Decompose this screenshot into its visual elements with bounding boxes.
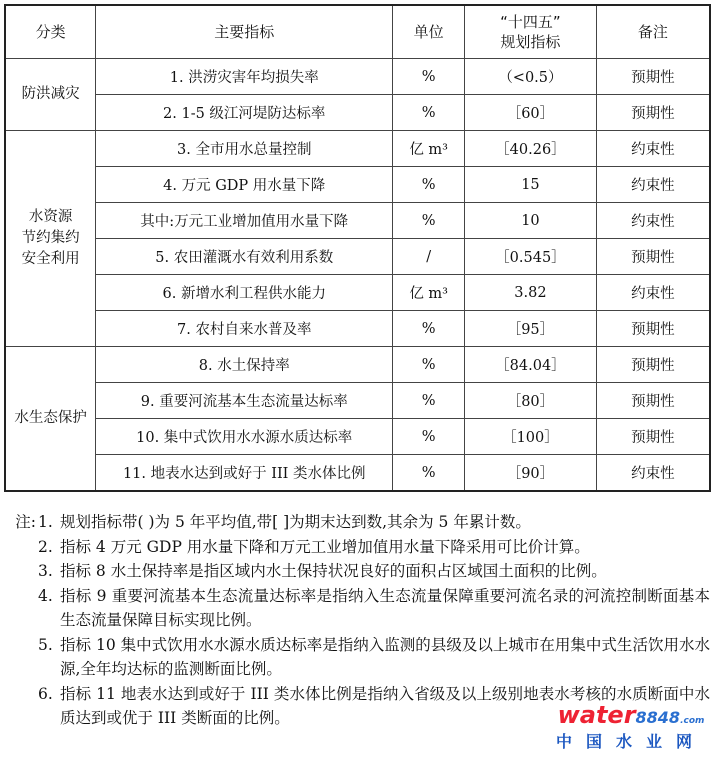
footnote-text: 指标 11 地表水达到或好于 III 类水体比例是指纳入省级及以上级别地表水考核的水质断面中水质达到或优于 III 类断面的比例。 xyxy=(60,684,710,727)
unit-cell: % xyxy=(393,59,465,95)
category-cell: 防洪减灾 xyxy=(5,59,96,131)
target-cell: 10 xyxy=(465,203,597,239)
unit-cell: % xyxy=(393,347,465,383)
footnote-prefix xyxy=(6,559,36,584)
table-row xyxy=(5,455,710,492)
indicator-cell: 3. 全市用水总量控制 xyxy=(96,131,393,167)
note-cell: 预期性 xyxy=(596,383,710,419)
table-row xyxy=(5,59,710,95)
footnotes xyxy=(6,510,710,731)
header-note: 备注 xyxy=(596,5,710,59)
table-row xyxy=(5,311,710,347)
unit-cell: % xyxy=(393,311,465,347)
note-cell: 预期性 xyxy=(596,239,710,275)
watermark-logo xyxy=(556,701,706,752)
table-row xyxy=(5,419,710,455)
footnote-item xyxy=(6,535,710,560)
table-row xyxy=(5,383,710,419)
header-indicator: 主要指标 xyxy=(96,5,393,59)
target-cell: ［40.26］ xyxy=(465,131,597,167)
footnote-prefix: 注: xyxy=(15,513,36,531)
unit-cell: 亿 m³ xyxy=(393,275,465,311)
footnote-number: 4. xyxy=(38,586,53,605)
note-cell: 约束性 xyxy=(596,203,710,239)
footnote-text: 指标 9 重要河流基本生态流量达标率是指纳入生态流量保障重要河流名录的河流控制断面基本生态流量保障目标实现比例。 xyxy=(60,586,710,629)
watermark-domain: .com xyxy=(680,716,705,726)
indicator-cell: 9. 重要河流基本生态流量达标率 xyxy=(96,383,393,419)
header-target-line2: 规划指标 xyxy=(500,33,561,51)
indicator-cell: 1. 洪涝灾害年均损失率 xyxy=(96,59,393,95)
header-category: 分类 xyxy=(5,5,96,59)
unit-cell: / xyxy=(393,239,465,275)
footnote-text: 指标 10 集中式饮用水水源水质达标率是指纳入监测的县级及以上城市在用集中式生活饮用水水源,全年均达标的监测断面比例。 xyxy=(60,635,710,678)
category-cell: 水资源 节约集约 安全利用 xyxy=(5,131,96,347)
unit-cell: % xyxy=(393,167,465,203)
footnote-item xyxy=(6,559,710,584)
unit-cell: % xyxy=(393,203,465,239)
footnote-number: 5. xyxy=(38,635,53,654)
target-cell: （<0.5） xyxy=(465,59,597,95)
table-row xyxy=(5,275,710,311)
target-cell: 3.82 xyxy=(465,275,597,311)
target-cell: ［84.04］ xyxy=(465,347,597,383)
target-cell: ［80］ xyxy=(465,383,597,419)
unit-cell: % xyxy=(393,95,465,131)
footnote-text: 规划指标带( )为 5 年平均值,带[ ]为期末达到数,其余为 5 年累计数。 xyxy=(60,513,531,531)
note-cell: 预期性 xyxy=(596,95,710,131)
footnote-text: 指标 4 万元 GDP 用水量下降和万元工业增加值用水量下降采用可比价计算。 xyxy=(60,537,590,556)
footnote-prefix xyxy=(6,535,36,560)
header-target xyxy=(465,5,597,59)
note-cell: 约束性 xyxy=(596,275,710,311)
watermark-digits: 8848 xyxy=(635,708,681,727)
watermark-cn: 中国水业网 xyxy=(555,732,706,751)
unit-cell: % xyxy=(393,383,465,419)
table-row xyxy=(5,95,710,131)
indicator-cell: 10. 集中式饮用水水源水质达标率 xyxy=(96,419,393,455)
note-cell: 预期性 xyxy=(596,347,710,383)
table-row xyxy=(5,347,710,383)
note-cell: 预期性 xyxy=(596,419,710,455)
note-cell: 约束性 xyxy=(596,131,710,167)
footnote-number: 2. xyxy=(38,537,53,556)
unit-cell: 亿 m³ xyxy=(393,131,465,167)
note-cell: 约束性 xyxy=(596,167,710,203)
target-cell: ［0.545］ xyxy=(465,239,597,275)
table-row xyxy=(5,131,710,167)
indicator-cell: 其中:万元工业增加值用水量下降 xyxy=(96,203,393,239)
footnote-item xyxy=(6,510,710,535)
target-cell: 15 xyxy=(465,167,597,203)
table-row xyxy=(5,203,710,239)
unit-cell: % xyxy=(393,455,465,492)
indicator-cell: 8. 水土保持率 xyxy=(96,347,393,383)
footnote-number: 3. xyxy=(38,562,53,580)
indicator-cell: 7. 农村自来水普及率 xyxy=(96,311,393,347)
unit-cell: % xyxy=(393,419,465,455)
note-cell: 预期性 xyxy=(596,59,710,95)
target-cell: ［60］ xyxy=(465,95,597,131)
indicator-cell: 6. 新增水利工程供水能力 xyxy=(96,275,393,311)
indicator-cell: 4. 万元 GDP 用水量下降 xyxy=(96,167,393,203)
footnote-text: 指标 8 水土保持率是指区域内水土保持状况良好的面积占区域国土面积的比例。 xyxy=(60,562,607,580)
target-cell: ［95］ xyxy=(465,311,597,347)
target-cell: ［100］ xyxy=(465,419,597,455)
note-cell: 预期性 xyxy=(596,311,710,347)
category-cell: 水生态保护 xyxy=(5,347,96,492)
table-row xyxy=(5,239,710,275)
footnote-item xyxy=(6,584,710,633)
indicator-cell: 2. 1-5 级江河堤防达标率 xyxy=(96,95,393,131)
footnote-prefix xyxy=(6,584,36,633)
header-target-line1: “十四五” xyxy=(500,13,561,31)
footnote-prefix xyxy=(6,682,36,731)
header-unit: 单位 xyxy=(393,5,465,59)
table-row xyxy=(5,167,710,203)
note-cell: 约束性 xyxy=(596,455,710,492)
footnote-item xyxy=(6,633,710,682)
target-cell: ［90］ xyxy=(465,455,597,492)
footnote-number: 1. xyxy=(38,513,53,531)
indicator-cell: 11. 地表水达到或好于 III 类水体比例 xyxy=(96,455,393,492)
table-header xyxy=(5,5,710,59)
footnote-number: 6. xyxy=(38,684,53,703)
indicator-table xyxy=(4,4,711,492)
watermark-brand: water xyxy=(557,701,636,729)
footnote-prefix xyxy=(6,633,36,682)
indicator-cell: 5. 农田灌溉水有效利用系数 xyxy=(96,239,393,275)
